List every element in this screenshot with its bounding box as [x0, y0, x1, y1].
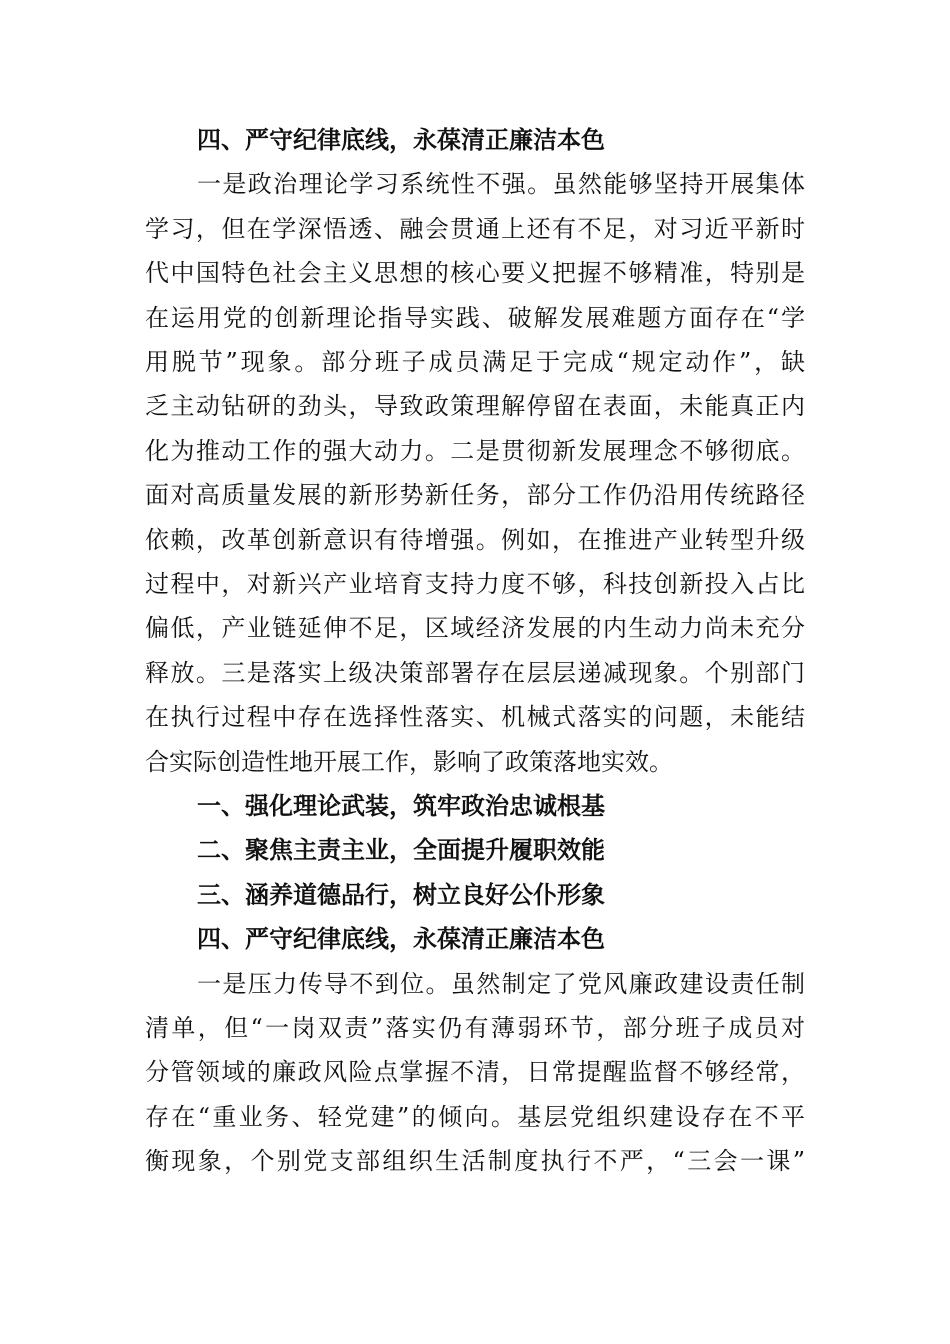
paragraph-line: 偏低，产业链延伸不足，区域经济发展的内生动力尚未充分: [145, 614, 805, 642]
paragraph-line: 一是压力传导不到位。虽然制定了党风廉政建设责任制: [197, 970, 805, 998]
paragraph-line: 乏主动钻研的劲头，导致政策理解停留在表面，未能真正内: [145, 392, 805, 420]
paragraph-line: 用脱节”现象。部分班子成员满足于完成“规定动作”，缺: [145, 348, 805, 376]
paragraph-line: 释放。三是落实上级决策部署存在层层递减现象。个别部门: [145, 659, 805, 687]
section-heading: 二、聚焦主责主业，全面提升履职效能: [197, 836, 605, 864]
paragraph-line: 化为推动工作的强大动力。二是贯彻新发展理念不够彻底。: [145, 437, 805, 465]
section-heading: 四、严守纪律底线，永葆清正廉洁本色: [197, 126, 605, 154]
section-heading: 一、强化理论武装，筑牢政治忠诚根基: [197, 792, 605, 820]
paragraph-line: 衡现象，个别党支部组织生活制度执行不严，“三会一课”: [145, 1147, 805, 1175]
section-heading: 三、涵养道德品行，树立良好公仆形象: [197, 881, 605, 909]
paragraph-line: 清单，但“一岗双责”落实仍有薄弱环节，部分班子成员对: [145, 1014, 805, 1042]
section-heading: 四、严守纪律底线，永葆清正廉洁本色: [197, 925, 605, 953]
paragraph-line: 在运用党的创新理论指导实践、破解发展难题方面存在“学: [145, 304, 805, 332]
paragraph-line: 学习，但在学深悟透、融会贯通上还有不足，对习近平新时: [145, 215, 805, 243]
paragraph-line: 代中国特色社会主义思想的核心要义把握不够精准，特别是: [145, 259, 805, 287]
paragraph-line: 在执行过程中存在选择性落实、机械式落实的问题，未能结: [145, 703, 805, 731]
paragraph-line: 面对高质量发展的新形势新任务，部分工作仍沿用传统路径: [145, 481, 805, 509]
paragraph-line: 依赖，改革创新意识有待增强。例如，在推进产业转型升级: [145, 526, 805, 554]
paragraph-line: 合实际创造性地开展工作，影响了政策落地实效。: [145, 748, 673, 776]
paragraph-line: 存在“重业务、轻党建”的倾向。基层党组织建设存在不平: [145, 1103, 805, 1131]
paragraph-line: 过程中，对新兴产业培育支持力度不够，科技创新投入占比: [145, 570, 805, 598]
paragraph-line: 一是政治理论学习系统性不强。虽然能够坚持开展集体: [197, 170, 805, 198]
paragraph-line: 分管领域的廉政风险点掌握不清，日常提醒监督不够经常，: [145, 1058, 805, 1086]
